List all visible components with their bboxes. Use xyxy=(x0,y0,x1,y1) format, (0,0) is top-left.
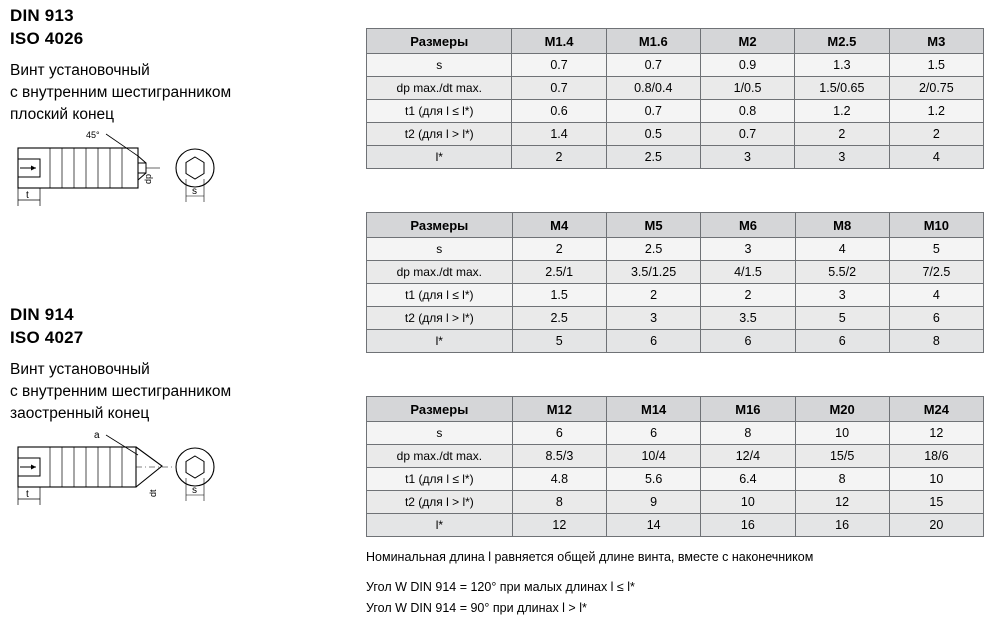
table-cell: 1.5/0.65 xyxy=(795,77,890,100)
table-cell: 1.2 xyxy=(889,100,983,123)
column-header: M12 xyxy=(512,397,606,422)
row-label: l* xyxy=(367,146,512,169)
table-cell: 3 xyxy=(795,284,889,307)
table-cell: 3 xyxy=(795,146,890,169)
table-cell: 1.3 xyxy=(795,54,890,77)
table-cell: 2.5 xyxy=(606,146,700,169)
table-row xyxy=(367,100,984,123)
table-cell: 2/0.75 xyxy=(889,77,983,100)
table-cell: 20 xyxy=(889,514,983,537)
table-cell: 8 xyxy=(795,468,889,491)
product-block-din914 xyxy=(10,303,240,515)
product-description-line3: плоский конец xyxy=(10,106,115,123)
table-row xyxy=(367,514,984,537)
row-label: t1 (для l ≤ l*) xyxy=(367,100,512,123)
row-label: dp max./dt max. xyxy=(367,445,513,468)
table-cell: 0.7 xyxy=(606,54,700,77)
table-cell: 6 xyxy=(701,330,795,353)
column-header: M6 xyxy=(701,213,795,238)
column-header: M16 xyxy=(701,397,795,422)
table-cell: 5.5/2 xyxy=(795,261,889,284)
svg-text:t: t xyxy=(26,190,29,201)
product2-description-line1: Винт установочный xyxy=(10,361,150,378)
table-header-row xyxy=(367,213,984,238)
table-cell: 10/4 xyxy=(607,445,701,468)
standard-title-line2: ISO 4026 xyxy=(10,29,84,48)
column-header: M1.6 xyxy=(606,29,700,54)
dimensions-table-1 xyxy=(366,28,984,169)
product2-description-line3: заостренный конец xyxy=(10,405,150,422)
column-header: M2.5 xyxy=(795,29,890,54)
table-cell: 6 xyxy=(889,307,983,330)
product-description-line2: с внутренним шестигранником xyxy=(10,84,232,101)
table-cell: 1.5 xyxy=(889,54,983,77)
column-header: M4 xyxy=(512,213,606,238)
column-header: M10 xyxy=(889,213,983,238)
table-cell: 12 xyxy=(795,491,889,514)
table-cell: 2 xyxy=(512,146,606,169)
dimensions-table-1-wrapper xyxy=(366,28,984,169)
row-label: s xyxy=(367,238,513,261)
dimensions-table-3 xyxy=(366,396,984,537)
table-cell: 5 xyxy=(889,238,983,261)
dimensions-table-2 xyxy=(366,212,984,353)
table-row xyxy=(367,491,984,514)
table-cell: 3.5/1.25 xyxy=(606,261,701,284)
table-cell: 3.5 xyxy=(701,307,795,330)
column-header: Размеры xyxy=(367,397,513,422)
table-cell: 2 xyxy=(795,123,890,146)
table-cell: 3 xyxy=(606,307,701,330)
table-cell: 0.6 xyxy=(512,100,606,123)
table-cell: 12 xyxy=(889,422,983,445)
table-cell: 0.8/0.4 xyxy=(606,77,700,100)
table-cell: 16 xyxy=(795,514,889,537)
footnote-1: Номинальная длина l равняется общей длине винта, вместе с наконечником xyxy=(366,550,814,564)
table-cell: 3 xyxy=(700,146,794,169)
table-cell: 2 xyxy=(606,284,701,307)
column-header: M5 xyxy=(606,213,701,238)
svg-text:t: t xyxy=(26,489,29,500)
table-cell: 10 xyxy=(889,468,983,491)
table-row xyxy=(367,261,984,284)
table-cell: 8.5/3 xyxy=(512,445,606,468)
table-row xyxy=(367,146,984,169)
table-cell: 6.4 xyxy=(701,468,795,491)
column-header: M8 xyxy=(795,213,889,238)
table-cell: 15 xyxy=(889,491,983,514)
svg-text:s: s xyxy=(192,186,197,197)
table-row xyxy=(367,445,984,468)
column-header: M20 xyxy=(795,397,889,422)
table-row xyxy=(367,307,984,330)
svg-text:dt: dt xyxy=(148,489,158,497)
table-cell: 2.5 xyxy=(606,238,701,261)
table-cell: 12/4 xyxy=(701,445,795,468)
column-header: M24 xyxy=(889,397,983,422)
dimensions-table-2-wrapper xyxy=(366,212,984,353)
row-label: s xyxy=(367,422,513,445)
table-cell: 16 xyxy=(701,514,795,537)
screw-drawing-cone-point xyxy=(10,425,240,515)
table-cell: 4 xyxy=(795,238,889,261)
table-cell: 4.8 xyxy=(512,468,606,491)
table-cell: 4 xyxy=(889,146,983,169)
row-label: dp max./dt max. xyxy=(367,77,512,100)
table-cell: 0.5 xyxy=(606,123,700,146)
product-description-line1: Винт установочный xyxy=(10,62,150,79)
table-cell: 5 xyxy=(512,330,606,353)
table-cell: 6 xyxy=(606,330,701,353)
table-cell: 2 xyxy=(889,123,983,146)
standard2-title-line1: DIN 914 xyxy=(10,305,74,324)
column-header: M14 xyxy=(607,397,701,422)
table-row xyxy=(367,77,984,100)
row-label: t2 (для l > l*) xyxy=(367,123,512,146)
standard-title-line1: DIN 913 xyxy=(10,6,74,25)
table-row xyxy=(367,284,984,307)
table-row xyxy=(367,238,984,261)
table-cell: 2 xyxy=(512,238,606,261)
table-cell: 1.2 xyxy=(795,100,890,123)
table-cell: 1.5 xyxy=(512,284,606,307)
table-row xyxy=(367,330,984,353)
table-cell: 7/2.5 xyxy=(889,261,983,284)
table-cell: 10 xyxy=(701,491,795,514)
table-cell: 8 xyxy=(701,422,795,445)
row-label: t2 (для l > l*) xyxy=(367,307,513,330)
table-cell: 5 xyxy=(795,307,889,330)
footnote-3: Угол W DIN 914 = 90° при длинах l > l* xyxy=(366,601,587,615)
table-cell: 1.4 xyxy=(512,123,606,146)
table-cell: 0.7 xyxy=(606,100,700,123)
table-cell: 2 xyxy=(701,284,795,307)
table-row xyxy=(367,54,984,77)
column-header: Размеры xyxy=(367,213,513,238)
angle-label-2: a xyxy=(94,430,100,441)
column-header: M1.4 xyxy=(512,29,606,54)
table-cell: 8 xyxy=(889,330,983,353)
table-cell: 5.6 xyxy=(607,468,701,491)
column-header: M3 xyxy=(889,29,983,54)
column-header: M2 xyxy=(700,29,794,54)
table-cell: 10 xyxy=(795,422,889,445)
row-label: dp max./dt max. xyxy=(367,261,513,284)
footnote-2: Угол W DIN 914 = 120° при малых длинах l ≤ l* xyxy=(366,580,635,594)
row-label: s xyxy=(367,54,512,77)
row-label: l* xyxy=(367,330,513,353)
table-cell: 0.7 xyxy=(512,54,606,77)
table-cell: 0.9 xyxy=(700,54,794,77)
row-label: t1 (для l ≤ l*) xyxy=(367,468,513,491)
table-cell: 6 xyxy=(607,422,701,445)
column-header: Размеры xyxy=(367,29,512,54)
row-label: t1 (для l ≤ l*) xyxy=(367,284,513,307)
dimensions-table-3-wrapper xyxy=(366,396,984,537)
table-cell: 14 xyxy=(607,514,701,537)
table-cell: 4 xyxy=(889,284,983,307)
angle-label: 45° xyxy=(86,130,100,140)
table-header-row xyxy=(367,29,984,54)
table-cell: 9 xyxy=(607,491,701,514)
product-block-din913 xyxy=(10,4,240,216)
table-header-row xyxy=(367,397,984,422)
product2-description-line2: с внутренним шестигранником xyxy=(10,383,232,400)
svg-text:s: s xyxy=(192,485,197,496)
table-cell: 12 xyxy=(512,514,606,537)
table-cell: 15/5 xyxy=(795,445,889,468)
table-cell: 0.8 xyxy=(700,100,794,123)
table-cell: 8 xyxy=(512,491,606,514)
table-cell: 2.5/1 xyxy=(512,261,606,284)
table-cell: 3 xyxy=(701,238,795,261)
row-label: t2 (для l > l*) xyxy=(367,491,513,514)
svg-text:dp: dp xyxy=(143,173,153,184)
footnotes xyxy=(366,548,966,618)
screw-drawing-flat-point xyxy=(10,126,240,216)
table-cell: 18/6 xyxy=(889,445,983,468)
table-cell: 1/0.5 xyxy=(700,77,794,100)
table-row xyxy=(367,422,984,445)
row-label: l* xyxy=(367,514,513,537)
standard2-title-line2: ISO 4027 xyxy=(10,328,84,347)
table-row xyxy=(367,468,984,491)
table-cell: 6 xyxy=(795,330,889,353)
table-cell: 4/1.5 xyxy=(701,261,795,284)
table-cell: 0.7 xyxy=(700,123,794,146)
table-cell: 0.7 xyxy=(512,77,606,100)
table-cell: 2.5 xyxy=(512,307,606,330)
table-row xyxy=(367,123,984,146)
table-cell: 6 xyxy=(512,422,606,445)
left-column xyxy=(10,0,350,628)
